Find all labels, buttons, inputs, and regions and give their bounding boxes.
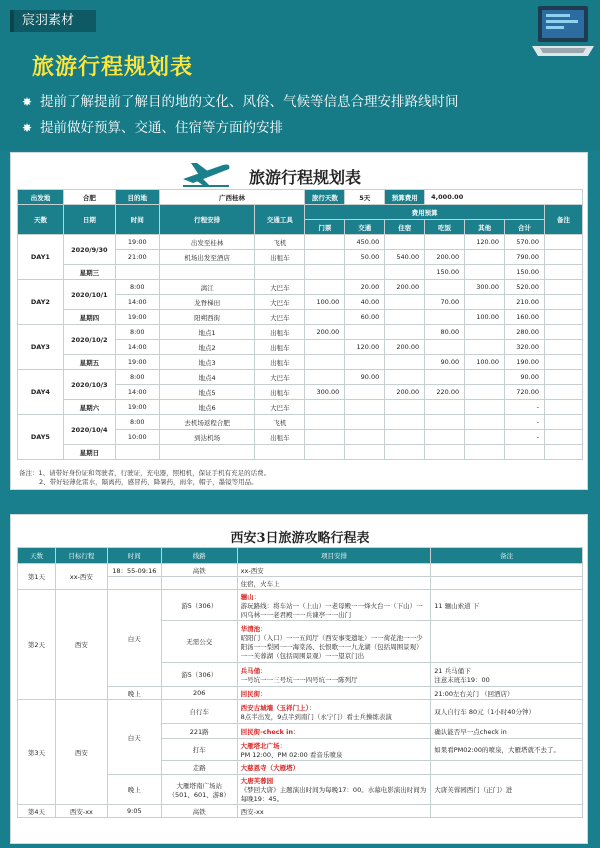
cell-item: 到达机场 [159,430,255,445]
plan-row [18,370,583,385]
cell-time: 10:00 [115,430,159,445]
cell-time [115,445,159,460]
x-item [237,761,431,775]
cell-remark [544,295,582,310]
x-item-title: 回民街-check in [240,727,294,736]
x-item-title: 大雁塔北广场 [240,741,280,750]
cell-traffic: 60.00 [345,310,385,325]
cell-tool: 大巴车 [255,295,305,310]
cell-other [465,265,505,280]
cell-time: 14:00 [115,340,159,355]
x-item-desc: 昭阳门（入口）一一五间厅（西安事变遗址）一一荷花池一一少阳汤一一梨园一一海棠汤、长恨歌一一九龙湖（包括周围景观）一一芙蓉湖（包括周围景观）一一望京门出 [240,633,423,660]
cell-item: 漓江 [159,280,255,295]
x-note [431,577,583,590]
x-route: 游5（306） [161,590,237,621]
cell-other [465,430,505,445]
cell-remark [544,415,582,430]
x-item: 华清池： 昭阳门（入口）一一五间厅（西安事变遗址）一一荷花池一一少阳汤一一梨园一一海棠汤、长恨歌一一九龙湖（包括周围景观）一一芙蓉湖（包括周围景观）一一望京门出 [237,621,431,663]
cell-traffic: 50.00 [345,250,385,265]
plan-row [18,325,583,340]
xh-time: 时间 [107,548,161,564]
x-item-title: 西安古城墙（玉祥门上） [240,703,309,712]
cell-ticket [305,430,345,445]
plan-row [18,445,583,460]
date-label: 2020/10/2 [63,325,115,355]
col-remark: 备注 [544,205,582,235]
cell-other [465,415,505,430]
budget-value: 4,000.00 [425,190,583,205]
cell-ticket [305,400,345,415]
xh-item: 项目安排 [237,548,431,564]
cell-food [425,415,465,430]
x-note [431,663,583,687]
x-time: 白天 [107,700,161,775]
x-note [431,621,583,663]
x-item: 回民街-check in： [237,724,431,739]
dest-value: 广西桂林 [159,190,305,205]
cell-hotel: 540.00 [385,250,425,265]
info-row [18,190,583,205]
cell-food [425,400,465,415]
cell-traffic: 40.00 [345,295,385,310]
day-label: DAY2 [18,280,64,325]
cell-remark [544,325,582,340]
cell-food: 80.00 [425,325,465,340]
cell-traffic [345,445,385,460]
main-title: 旅游行程规划表 [32,55,194,80]
cell-ticket [305,415,345,430]
cell-food [425,280,465,295]
cell-total: 160.00 [505,310,545,325]
col-food: 吃饭 [425,220,465,235]
cell-traffic: 20.00 [345,280,385,295]
cell-ticket [305,355,345,370]
col-traffic: 交通 [345,220,385,235]
cell-item: 地点4 [159,370,255,385]
cell-remark [544,355,582,370]
weekday-label: 星期日 [63,445,115,460]
x-target2: 西安 [55,590,107,700]
x-note [431,761,583,775]
x-day2: 第2天 [18,590,56,700]
cell-traffic: 450.00 [345,235,385,250]
bullet-2 [22,116,283,136]
cell-tool: 大巴车 [255,280,305,295]
col-date: 日期 [63,205,115,235]
cell-total: - [505,415,545,430]
cell-total: 90.00 [505,370,545,385]
cell-hotel: 200.00 [385,340,425,355]
cell-other: 300.00 [465,280,505,295]
cell-tool [255,265,305,280]
cell-hotel: 200.00 [385,280,425,295]
cell-total: 520.00 [505,280,545,295]
cell-total: 210.00 [505,295,545,310]
cell-traffic: 120.00 [345,340,385,355]
col-day: 天数 [18,205,64,235]
cell-tool [255,445,305,460]
x-day4: 第4天 [18,805,56,818]
cell-food [425,340,465,355]
cell-remark [544,370,582,385]
cell-traffic [345,430,385,445]
cell-hotel [385,400,425,415]
x-item-title: 兵马俑 [240,666,261,675]
plan-card [10,152,588,490]
cell-traffic [345,385,385,400]
cell-ticket: 300.00 [305,385,345,400]
cell-total: - [505,400,545,415]
plan-row [18,235,583,250]
col-other: 其他 [465,220,505,235]
cell-ticket [305,235,345,250]
cell-other [465,325,505,340]
cell-remark [544,400,582,415]
cell-ticket [305,445,345,460]
cell-total: 190.00 [505,355,545,370]
col-ticket: 门票 [305,220,345,235]
col-total: 合计 [505,220,545,235]
xian-card [10,514,588,844]
x-item [237,775,431,805]
star-icon: ✸ [22,121,33,135]
weekday-label: 星期五 [63,355,115,370]
cell-traffic [345,265,385,280]
cell-traffic [345,400,385,415]
x-time: 白天 [107,590,161,687]
airplane-icon [179,159,233,189]
x-item-title: 回民街 [240,689,261,698]
cell-ticket [305,340,345,355]
x-day3: 第3天 [18,700,56,805]
plan-row [18,265,583,280]
cell-traffic [345,415,385,430]
x-note: 大唐芙蓉园西门（正门）进 [431,775,583,805]
plan-row [18,415,583,430]
day-label: DAY5 [18,415,64,460]
plan-row [18,310,583,325]
cell-tool: 大巴车 [255,400,305,415]
x-route: 打车 [161,739,237,761]
cell-item [159,445,255,460]
plan-row [18,400,583,415]
cell-ticket [305,310,345,325]
cell-other [465,250,505,265]
x-note [431,805,583,818]
col-transport: 交通工具 [255,205,305,235]
cell-food: 150.00 [425,265,465,280]
cell-remark [544,310,582,325]
star-icon: ✸ [22,95,33,109]
date-label: 2020/10/4 [63,415,115,445]
x-time: 9:05 [107,805,161,818]
cell-tool: 大巴车 [255,370,305,385]
x-item: xx-西安 [237,564,431,577]
cell-tool: 出租车 [255,325,305,340]
cell-food: 90.00 [425,355,465,370]
x-time: 晚上 [107,687,161,700]
cell-hotel [385,370,425,385]
cell-time: 14:00 [115,295,159,310]
cell-other [465,445,505,460]
days-value: 5天 [345,190,385,205]
cell-remark [544,445,582,460]
col-time: 时间 [115,205,159,235]
plan-row [18,355,583,370]
x-route [161,577,237,590]
plan-table [17,189,583,460]
dest-label: 目的地 [115,190,159,205]
x-route: 走路 [161,761,237,775]
date-label: 2020/10/3 [63,370,115,400]
plan-title: 旅游行程规划表 [249,168,362,187]
cell-food [425,235,465,250]
cell-ticket [305,265,345,280]
cell-food [425,430,465,445]
cell-traffic [345,355,385,370]
cell-hotel [385,415,425,430]
x-note [431,564,583,577]
x-item: 回民街： [237,687,431,700]
cell-other [465,385,505,400]
cell-time: 14:00 [115,385,159,400]
budget-label: 预算费用 [385,190,425,205]
cell-time: 8:00 [115,415,159,430]
cell-total: 790.00 [505,250,545,265]
x-note: 21:00左右关门 （回酒店） [431,687,583,700]
x-item: 骊山： 游玩路线：将车站一（上山）一老母殿一一烽火台一（下山）一四乌林一一老君殿一一兵谏亭一一出门 [237,590,431,621]
x-day1: 第1天 [18,564,56,590]
xh-route: 线路 [161,548,237,564]
x-item-desc: PM 12:00、PM 02:00 看音乐喷泉 [240,750,343,759]
x-note: 双人自行车 80元（1小时40分钟） [431,700,583,724]
col-itinerary: 行程安排 [159,205,255,235]
cell-traffic: 90.00 [345,370,385,385]
x-item-title: 大慈恩寺（大雁塔） [240,764,300,772]
date-label: 2020/10/1 [63,280,115,310]
x-note: 11 骊山索道 下 [431,590,583,621]
cell-other: 120.00 [465,235,505,250]
cell-food: 220.00 [425,385,465,400]
x-item-title: 大唐芙蓉园 [240,777,274,785]
cell-other [465,400,505,415]
xian-table [17,547,583,818]
x-item: 西安古城墙（玉祥门上）： 8点半出发，9点半到南门（永宁门）看士兵操练表演 [237,700,431,724]
cell-total [505,445,545,460]
cell-time: 19:00 [115,310,159,325]
cell-total: 150.00 [505,265,545,280]
cell-time: 8:00 [115,325,159,340]
day-label: DAY4 [18,370,64,415]
xian-title: 西安3日旅游攻略行程表 [230,531,370,546]
x-route: 206 [161,687,237,700]
cell-food [425,370,465,385]
cell-traffic [345,325,385,340]
x-route: 高铁 [161,805,237,818]
cell-item: 出发至桂林 [159,235,255,250]
x-route: 自行车 [161,700,237,724]
cell-hotel [385,295,425,310]
cell-other [465,340,505,355]
cell-other [465,295,505,310]
x-time: 晚上 [107,775,161,805]
cell-hotel [385,355,425,370]
cell-item: 去机场返程合肥 [159,415,255,430]
x-item-title: 骊山 [240,592,254,601]
xh-note: 备注 [431,548,583,564]
cell-ticket [305,280,345,295]
from-label: 出发地 [18,190,64,205]
cell-item: 机场出发至酒店 [159,250,255,265]
cell-hotel [385,445,425,460]
plan-row [18,280,583,295]
cell-remark [544,385,582,400]
col-cost: 费用预算 [305,205,545,220]
cell-item: 地点1 [159,325,255,340]
x-item-title: 华清池 [240,624,261,633]
x-item-desc: 8点半出发，9点半到南门（永宁门）看士兵操练表演 [240,712,392,721]
cell-tool: 出租车 [255,355,305,370]
cell-hotel: 200.00 [385,385,425,400]
x-route: 高铁 [161,564,237,577]
cell-other: 100.00 [465,310,505,325]
cell-remark [544,430,582,445]
cell-ticket: 100.00 [305,295,345,310]
x-route: 221路 [161,724,237,739]
x-time: 18：55-09:16 [107,564,161,577]
xh-target: 目标行程 [55,548,107,564]
cell-item [159,265,255,280]
x-item: 大雁塔北广场： PM 12:00、PM 02:00 看音乐喷泉 [237,739,431,761]
cell-food [425,310,465,325]
cell-hotel [385,310,425,325]
cell-tool: 出租车 [255,430,305,445]
cell-remark [544,340,582,355]
days-label: 旅行天数 [305,190,345,205]
xh-day: 天数 [18,548,56,564]
plan-notes [19,469,270,487]
bullet-text: 提前了解提前了解目的地的文化、风俗、气候等信息合理安排路线时间 [40,94,459,110]
cell-time [115,265,159,280]
x-item-desc: 游玩路线：将车站一（上山）一老母殿一一烽火台一（下山）一四乌林一一老君殿一一兵谏亭一一出门 [240,601,423,619]
cell-item: 龙脊梯田 [159,295,255,310]
cell-ticket [305,250,345,265]
note-1: 备注：1、请带好身份证和驾驶者，行驶证，充电器，照相机，保证手机有充足的话费。 [19,469,271,477]
x-route: 大雁塔南广场站（501、601、游8） [161,775,237,805]
cell-time: 8:00 [115,280,159,295]
x-note: 确认能否早一点check in [431,724,583,739]
cell-hotel [385,265,425,280]
cell-remark [544,265,582,280]
x-note: 如果看PM02:00的喷泉，大雁塔就不去了。 [431,739,583,761]
cell-item: 地点5 [159,385,255,400]
x-item: 西安-xx [237,805,431,818]
cell-item: 阳朔西街 [159,310,255,325]
x-route: 游5（306） [161,663,237,687]
cell-remark [544,235,582,250]
from-value: 合肥 [63,190,115,205]
cell-time: 19:00 [115,235,159,250]
x-target1: xx-西安 [55,564,107,590]
cell-food: 200.00 [425,250,465,265]
x-item-desc: 《梦回大唐》主题演出时间为每晚17：00。水幕电影演出时间为每晚19：45。 [240,786,427,803]
cell-total: 280.00 [505,325,545,340]
cell-item: 地点2 [159,340,255,355]
x-target4: 西安-xx [55,805,107,818]
cell-time: 21:00 [115,250,159,265]
cell-tool: 出租车 [255,385,305,400]
cell-time: 8:00 [115,370,159,385]
cell-tool: 飞机 [255,415,305,430]
col-hotel: 住宿 [385,220,425,235]
cell-total: 570.00 [505,235,545,250]
cell-total: 720.00 [505,385,545,400]
weekday-label: 星期六 [63,400,115,415]
cell-total: - [505,430,545,445]
day-label: DAY3 [18,325,64,370]
cell-hotel [385,430,425,445]
x-note-line: 21 兵马俑下 [434,666,471,675]
cell-other [465,370,505,385]
date-label: 2020/9/30 [63,235,115,265]
cell-other: 100.00 [465,355,505,370]
x-item-desc: 一号坑一一三号坑一一四号坑一一陈列厅 [240,675,358,684]
cell-food [425,445,465,460]
cell-ticket [305,370,345,385]
cell-tool: 出租车 [255,340,305,355]
bullet-text: 提前做好预算、交通、住宿等方面的安排 [40,120,284,136]
x-item: 兵马俑： 一号坑一一三号坑一一四号坑一一陈列厅 [237,663,431,687]
cell-tool: 大巴车 [255,310,305,325]
cell-total: 320.00 [505,340,545,355]
x-route: 无需公交 [161,621,237,663]
cell-remark [544,250,582,265]
laptop-icon [530,2,596,62]
cell-item: 地点3 [159,355,255,370]
bullet-1 [22,90,459,110]
cell-remark [544,280,582,295]
cell-ticket: 200.00 [305,325,345,340]
brand-tag: 宸羽素材 [10,10,96,32]
cell-time: 19:00 [115,400,159,415]
x-target3: 西安 [55,700,107,805]
cell-tool: 飞机 [255,235,305,250]
note-2: 2、带好轻薄化雷水，隔离药，感冒药，降暑药，雨伞，帽子，墨镜等用品。 [39,478,258,486]
x-item: 住宿，火车上 [237,577,431,590]
cell-hotel [385,235,425,250]
day-label: DAY1 [18,235,64,280]
weekday-label: 星期四 [63,310,115,325]
cell-tool: 出租车 [255,250,305,265]
weekday-label: 星期三 [63,265,115,280]
x-note-line: 注意末班车19：00 [434,675,490,684]
cell-time: 19:00 [115,355,159,370]
cell-hotel [385,325,425,340]
cell-food: 70.00 [425,295,465,310]
cell-item: 地点6 [159,400,255,415]
x-time [107,577,161,590]
